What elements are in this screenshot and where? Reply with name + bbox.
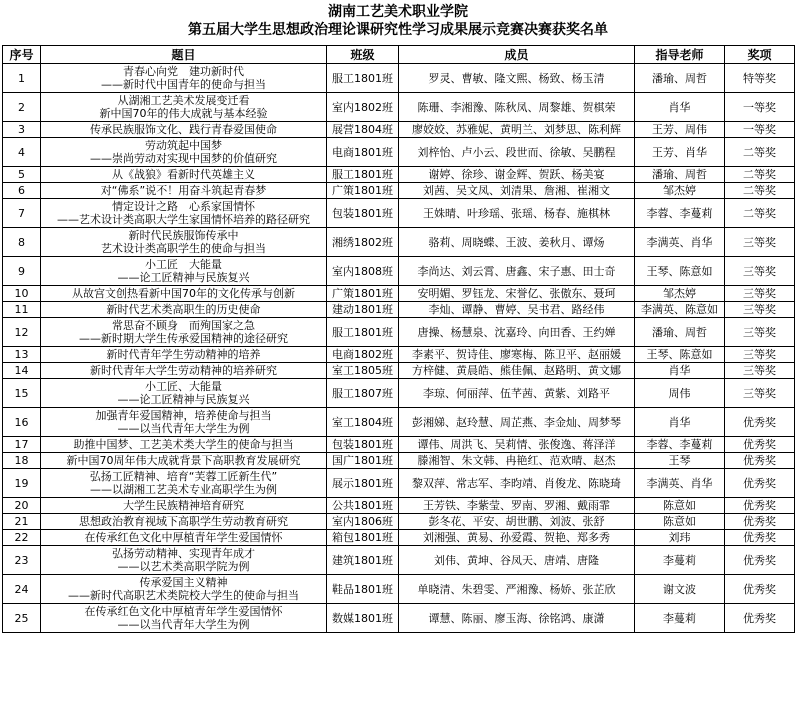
row-teacher: 周伟 [635,379,725,408]
topic-line-1: 在传承红色文化中厚植青年学生爱国情怀 [84,531,283,544]
table-header-row [3,46,795,64]
row-number: 18 [3,453,41,469]
table-row [3,167,795,183]
topic-line-1: 从《战狼》看新时代英雄主义 [112,168,255,181]
row-members: 滕湘智、朱文韩、冉艳红、范欢晴、赵杰 [399,453,635,469]
row-class: 室内1802班 [327,93,399,122]
row-class: 电商1801班 [327,138,399,167]
row-class: 数媒1801班 [327,604,399,633]
table-row [3,257,795,286]
row-number: 17 [3,437,41,453]
row-teacher: 邹杰婷 [635,286,725,302]
row-members: 彭湘娣、赵玲慧、周芷燕、李金灿、周梦琴 [399,408,635,437]
row-topic [41,302,327,318]
row-teacher: 王琴、陈意如 [635,347,725,363]
row-topic [41,546,327,575]
row-teacher: 李满英、肖华 [635,228,725,257]
row-award: 三等奖 [725,379,795,408]
row-topic [41,604,327,633]
row-topic [41,122,327,138]
row-number: 15 [3,379,41,408]
table-row [3,408,795,437]
row-class: 服工1801班 [327,64,399,93]
row-number: 11 [3,302,41,318]
row-class: 包装1801班 [327,437,399,453]
row-topic [41,93,327,122]
row-members: 李琼、何丽萍、伍芊茜、黄紫、刘路平 [399,379,635,408]
topic-line-2: ——新时期大学生传承爱国精神的途径研究 [79,332,288,345]
row-topic [41,199,327,228]
table-row [3,379,795,408]
table-row [3,286,795,302]
topic-line-1: 新时代艺术类高职生的历史使命 [106,303,261,316]
topic-line-2: ——新时代中国青年的使命与担当 [101,78,266,91]
row-award: 三等奖 [725,363,795,379]
row-class: 室内1808班 [327,257,399,286]
row-teacher: 李蓉、李蔓莉 [635,199,725,228]
row-topic [41,437,327,453]
row-teacher: 肖华 [635,363,725,379]
row-topic [41,498,327,514]
row-teacher: 王琴、陈意如 [635,257,725,286]
row-topic [41,530,327,546]
document-page [0,3,796,701]
row-award: 优秀奖 [725,408,795,437]
topic-line-1: 助推中国梦、工艺美术类大学生的使命与担当 [73,438,294,451]
row-members: 廖姣姣、苏雅妮、黄明兰、刘梦思、陈利辉 [399,122,635,138]
topic-line-1: 常思奋不顾身 而殉国家之急 [112,319,255,332]
row-topic [41,408,327,437]
row-award: 二等奖 [725,183,795,199]
row-members: 王姝晴、叶珍瑶、张瑶、杨春、施棋林 [399,199,635,228]
col-header-topic: 题目 [41,46,327,64]
row-number: 1 [3,64,41,93]
row-award: 三等奖 [725,347,795,363]
topic-line-2: ——论工匠精神与民族复兴 [117,393,250,406]
table-row [3,604,795,633]
row-class: 箱包1801班 [327,530,399,546]
row-topic [41,286,327,302]
table-row [3,437,795,453]
row-teacher: 李蓉、李蔓莉 [635,437,725,453]
row-award: 优秀奖 [725,453,795,469]
table-row [3,93,795,122]
row-class: 广策1801班 [327,286,399,302]
row-class: 广策1801班 [327,183,399,199]
row-topic [41,514,327,530]
row-members: 刘茜、吴文凤、刘清果、詹湘、崔湘文 [399,183,635,199]
row-award: 三等奖 [725,318,795,347]
row-members: 唐操、杨慧泉、沈嘉玲、向田香、王约婵 [399,318,635,347]
row-number: 4 [3,138,41,167]
row-class: 服工1801班 [327,167,399,183]
topic-line-1: 弘扬劳动精神、实现青年成才 [112,547,255,560]
row-topic [41,469,327,498]
table-row [3,453,795,469]
row-teacher: 潘瑜、周哲 [635,167,725,183]
topic-line-2: ——论工匠精神与民族复兴 [117,271,250,284]
row-number: 8 [3,228,41,257]
row-topic [41,453,327,469]
row-number: 23 [3,546,41,575]
row-number: 25 [3,604,41,633]
topic-line-2: ——崇尚劳动对实现中国梦的价值研究 [90,152,277,165]
row-members: 刘伟、黄坤、谷凤天、唐靖、唐隆 [399,546,635,575]
row-members: 谭伟、周洪飞、吴莉情、张俊逸、蒋泽洋 [399,437,635,453]
row-members: 李灿、谭静、曹婷、吴书君、路经伟 [399,302,635,318]
row-teacher: 王芳、肖华 [635,138,725,167]
row-teacher: 肖华 [635,93,725,122]
row-teacher: 李满英、陈意如 [635,302,725,318]
row-award: 优秀奖 [725,530,795,546]
row-award: 一等奖 [725,93,795,122]
row-teacher: 王芳、周伟 [635,122,725,138]
row-award: 三等奖 [725,302,795,318]
topic-line-2: 新中国70年的伟大成就与基本经验 [99,107,268,120]
row-teacher: 谢文波 [635,575,725,604]
row-members: 谢婷、徐珍、谢金辉、贺跃、杨美宴 [399,167,635,183]
row-members: 骆莉、周晓蝶、王波、姜秋月、谭炀 [399,228,635,257]
col-header-members: 成员 [399,46,635,64]
row-class: 公共1801班 [327,498,399,514]
row-number: 24 [3,575,41,604]
table-row [3,302,795,318]
row-members: 彭冬花、平安、胡世鹏、刘波、张舒 [399,514,635,530]
row-teacher: 刘玮 [635,530,725,546]
row-teacher: 李蔓莉 [635,604,725,633]
org-title: 湖南工艺美术职业学院 [328,4,468,20]
topic-line-1: 传承民族服饰文化、践行青春爱国使命 [90,123,277,136]
row-members: 谭慧、陈丽、廖玉海、徐铭鸿、康潇 [399,604,635,633]
topic-line-1: 传承爱国主义精神 [139,576,228,589]
topic-line-1: 新时代民族服饰传承中 [128,229,239,242]
row-topic [41,257,327,286]
row-members: 罗灵、曹敏、隆文熙、杨致、杨玉清 [399,64,635,93]
topic-line-1: 对“佛系”说不！用奋斗筑起青春梦 [100,184,267,197]
row-members: 单晓清、朱碧雯、严湘豫、杨娇、张芷欣 [399,575,635,604]
topic-line-1: 小工匠 大能量 [145,258,222,271]
row-teacher: 陈意如 [635,514,725,530]
row-award: 优秀奖 [725,437,795,453]
topic-line-1: 思想政治教育视域下高职学生劳动教育研究 [79,515,288,528]
row-number: 13 [3,347,41,363]
row-number: 19 [3,469,41,498]
row-members: 王芳铁、李紫莹、罗南、罗湘、戴雨霏 [399,498,635,514]
row-topic [41,64,327,93]
table-row [3,64,795,93]
row-teacher: 陈意如 [635,498,725,514]
table-row [3,138,795,167]
row-members: 陈珊、李湘豫、陈秋凤、周黎雄、贺棋荣 [399,93,635,122]
row-class: 室工1805班 [327,363,399,379]
row-number: 10 [3,286,41,302]
row-class: 室内1806班 [327,514,399,530]
award-table [2,45,795,633]
col-header-award: 奖项 [725,46,795,64]
row-award: 三等奖 [725,257,795,286]
topic-line-2: ——以湖湘工艺美术专业高职学生为例 [90,483,277,496]
table-row [3,575,795,604]
row-class: 鞋品1801班 [327,575,399,604]
row-award: 优秀奖 [725,498,795,514]
topic-line-2: ——以艺术类高职学院为例 [117,560,250,573]
row-number: 3 [3,122,41,138]
topic-line-1: 情定设计之路 心系家国情怀 [112,200,255,213]
row-topic [41,167,327,183]
row-topic [41,347,327,363]
row-members: 安明媚、罗钰龙、宋誉亿、张傲东、聂珂 [399,286,635,302]
row-topic [41,363,327,379]
topic-line-1: 从故宫文创热看新中国70年的文化传承与创新 [72,287,295,300]
row-award: 一等奖 [725,122,795,138]
row-class: 展示1801班 [327,469,399,498]
row-number: 16 [3,408,41,437]
topic-line-1: 新时代青年大学生劳动精神的培养研究 [90,364,277,377]
row-number: 6 [3,183,41,199]
row-class: 电商1802班 [327,347,399,363]
table-row [3,469,795,498]
table-row [3,183,795,199]
row-class: 展营1804班 [327,122,399,138]
row-class: 湘绣1802班 [327,228,399,257]
table-row [3,199,795,228]
row-members: 李尚达、刘云霄、唐鑫、宋子惠、田士奇 [399,257,635,286]
row-teacher: 王琴 [635,453,725,469]
row-class: 服工1807班 [327,379,399,408]
row-award: 三等奖 [725,286,795,302]
row-award: 三等奖 [725,228,795,257]
row-award: 二等奖 [725,199,795,228]
row-members: 黎双萍、常志军、李昀靖、肖俊龙、陈晓琦 [399,469,635,498]
row-class: 服工1801班 [327,318,399,347]
row-number: 5 [3,167,41,183]
row-topic [41,575,327,604]
list-title: 第五届大学生思想政治理论课研究性学习成果展示竞赛决赛获奖名单 [188,22,608,38]
row-teacher: 潘瑜、周哲 [635,64,725,93]
table-row [3,546,795,575]
row-class: 建筑1801班 [327,546,399,575]
topic-line-1: 青春心向党 建功新时代 [123,65,244,78]
row-teacher: 潘瑜、周哲 [635,318,725,347]
table-row [3,122,795,138]
row-class: 国广1801班 [327,453,399,469]
row-number: 14 [3,363,41,379]
row-award: 优秀奖 [725,469,795,498]
col-header-teacher: 指导老师 [635,46,725,64]
row-topic [41,379,327,408]
topic-line-2: ——新时代高职艺术类院校大学生的使命与担当 [68,589,299,602]
topic-line-1: 大学生民族精神培育研究 [123,499,244,512]
col-header-class: 班级 [327,46,399,64]
row-number: 22 [3,530,41,546]
table-row [3,228,795,257]
topic-line-1: 新中国70周年伟大成就背景下高职教育发展研究 [66,454,301,467]
row-topic [41,138,327,167]
col-header-no: 序号 [3,46,41,64]
topic-line-2: ——以当代青年大学生为例 [117,422,250,435]
row-class: 室工1804班 [327,408,399,437]
topic-line-2: ——以当代青年大学生为例 [117,618,250,631]
row-members: 刘湘强、黄易、孙爱霞、贺艳、郑多秀 [399,530,635,546]
row-award: 特等奖 [725,64,795,93]
row-members: 方梓健、黄晨皓、熊佳佩、赵路明、黄文娜 [399,363,635,379]
topic-line-1: 小工匠、大能量 [145,380,222,393]
row-number: 2 [3,93,41,122]
row-topic [41,183,327,199]
row-topic [41,228,327,257]
topic-line-1: 新时代青年学生劳动精神的培养 [106,348,261,361]
row-class: 建动1801班 [327,302,399,318]
row-teacher: 邹杰婷 [635,183,725,199]
table-row [3,318,795,347]
row-award: 优秀奖 [725,546,795,575]
row-award: 优秀奖 [725,514,795,530]
row-number: 9 [3,257,41,286]
row-number: 7 [3,199,41,228]
topic-line-1: 从湖湘工艺美术发展变迁看 [117,94,250,107]
row-teacher: 李满英、肖华 [635,469,725,498]
row-award: 优秀奖 [725,604,795,633]
topic-line-2: 艺术设计类高职学生的使命与担当 [101,242,266,255]
row-number: 12 [3,318,41,347]
table-row [3,498,795,514]
row-members: 李素平、贺诗佳、廖寒梅、陈卫平、赵丽媛 [399,347,635,363]
topic-line-1: 弘扬工匠精神、培育“芙蓉工匠新生代” [89,470,278,483]
row-award: 二等奖 [725,167,795,183]
table-row [3,363,795,379]
row-award: 优秀奖 [725,575,795,604]
table-row [3,347,795,363]
topic-line-1: 加强青年爱国精神，培养使命与担当 [95,409,272,422]
topic-line-1: 在传承红色文化中厚植青年学生爱国情怀 [84,605,283,618]
table-row [3,530,795,546]
row-award: 二等奖 [725,138,795,167]
row-class: 包装1801班 [327,199,399,228]
table-body [3,64,795,633]
row-topic [41,318,327,347]
row-members: 刘梓怡、卢小云、段世而、徐敏、吴鹏程 [399,138,635,167]
table-row [3,514,795,530]
row-teacher: 李蔓莉 [635,546,725,575]
topic-line-1: 劳动筑起中国梦 [145,139,222,152]
row-number: 21 [3,514,41,530]
row-number: 20 [3,498,41,514]
topic-line-2: ——艺术设计类高职大学生家国情怀培养的路径研究 [57,213,310,226]
row-teacher: 肖华 [635,408,725,437]
